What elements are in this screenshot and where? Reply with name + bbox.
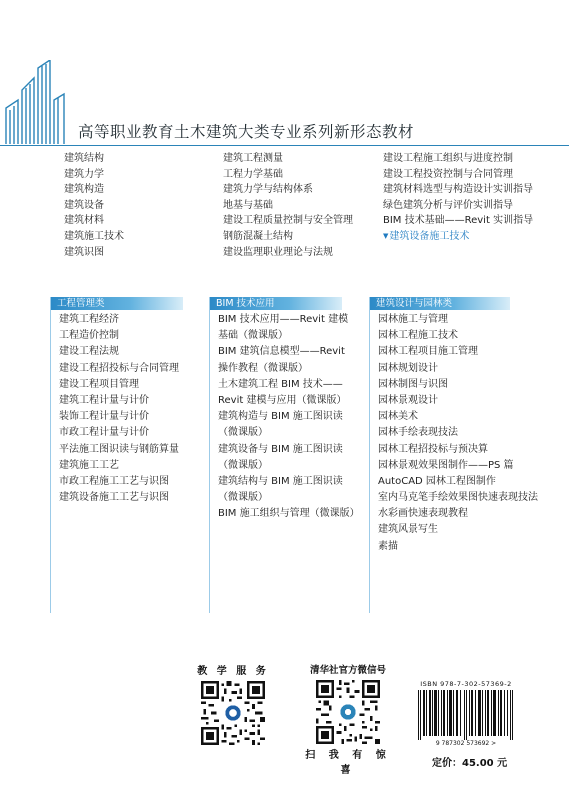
book-title: 绿色建筑分析与评价实训指导 — [383, 199, 513, 211]
book-title: 素描 — [378, 540, 398, 552]
teaching-qr-code-icon[interactable] — [201, 681, 265, 745]
book-title: 建筑材料选型与构造设计实训指导 — [383, 184, 533, 196]
book-title: 园林手绘表现技法 — [378, 427, 458, 439]
book-title: 园林景观效果图制作——PS 篇 — [378, 459, 514, 471]
book-title: 工程力学基础 — [223, 168, 283, 180]
building-logo-icon — [0, 60, 80, 150]
top-list-col3 — [383, 151, 533, 245]
book-title: 建筑力学 — [64, 168, 104, 180]
book-title: 市政工程计量与计价 — [59, 427, 149, 439]
book-title: 操作教程（微课版） — [218, 362, 308, 374]
wechat-label: 清华社官方微信号 — [309, 665, 386, 676]
teaching-service-block — [188, 662, 278, 745]
isbn-text: ISBN 978-7-302-57369-2 — [420, 680, 512, 688]
book-title: 水彩画快速表现教程 — [378, 508, 468, 520]
book-title: 室内马克笔手绘效果图快速表现技法 — [378, 492, 538, 504]
teaching-service-label: 教 学 服 务 — [197, 666, 269, 677]
book-title: 钢筋混凝土结构 — [223, 230, 293, 242]
book-title: 建筑构造 — [64, 184, 104, 196]
book-title: 建筑材料 — [64, 215, 104, 227]
book-title: 建筑施工技术 — [64, 230, 124, 242]
current-book-title — [383, 229, 533, 245]
book-title: 市政工程施工工艺与识图 — [59, 475, 169, 487]
book-title: （微课版） — [218, 492, 268, 504]
book-title: 土木建筑工程 BIM 技术—— — [218, 378, 343, 390]
book-title: AutoCAD 园林工程图制作 — [378, 475, 496, 487]
book-title: 建筑风景写生 — [378, 524, 438, 536]
book-title: 园林景观设计 — [378, 394, 438, 406]
book-title: 装饰工程计量与计价 — [59, 411, 149, 423]
book-title: （微课版） — [218, 459, 268, 471]
book-title: 建设工程项目管理 — [59, 378, 139, 390]
book-title: Revit 建模与应用（微课版） — [218, 394, 347, 406]
top-list-col2 — [223, 151, 353, 260]
book-title: 基础（微课版） — [218, 330, 288, 342]
book-title: BIM 技术应用——Revit 建模 — [218, 314, 349, 325]
category-header: BIM 技术应用 — [210, 297, 342, 310]
book-title: 建筑设备施工工艺与识图 — [59, 492, 169, 504]
book-title: 建设工程法规 — [59, 346, 119, 358]
scan-prompt: 扫 我 有 惊 喜 — [305, 750, 391, 776]
book-title: 建筑工程经济 — [59, 314, 119, 325]
triangle-marker-icon: ▼ — [383, 231, 389, 240]
book-title: BIM 技术基础——Revit 实训指导 — [383, 215, 534, 227]
book-title: 建筑结构 — [64, 153, 104, 164]
book-title: 工程造价控制 — [59, 330, 119, 342]
book-title: 园林规划设计 — [378, 362, 438, 374]
book-title: 建设工程投资控制与合同管理 — [383, 168, 513, 180]
book-title: 建设工程施工组织与进度控制 — [383, 153, 513, 164]
book-title: BIM 施工组织与管理（微课版） — [218, 508, 360, 520]
book-title: 建筑工程计量与计价 — [59, 394, 149, 406]
price-label: 定价：45.00 元 — [432, 758, 508, 769]
book-title: 园林工程招投标与预决算 — [378, 443, 488, 455]
series-title: 高等职业教育土木建筑大类专业系列新形态教材 — [78, 123, 415, 141]
category-bim-technology — [209, 297, 360, 613]
category-architecture-landscape — [369, 297, 538, 613]
book-title: BIM 建筑信息模型——Revit — [218, 346, 345, 358]
book-title: 园林工程项目施工管理 — [378, 346, 478, 358]
book-title: 建设工程招投标与合同管理 — [59, 362, 179, 374]
book-title: 建筑力学与结构体系 — [223, 184, 313, 196]
category-header: 建筑设计与园林类 — [370, 297, 510, 310]
book-title: 园林美术 — [378, 411, 418, 423]
category-header: 工程管理类 — [51, 297, 183, 310]
book-title: 地基与基础 — [223, 199, 273, 211]
barcode-icon — [416, 690, 516, 740]
wechat-qr-code-icon[interactable] — [316, 680, 380, 744]
book-title: 建筑识图 — [64, 246, 104, 258]
barcode-number: 9 787302 573692 > — [435, 740, 497, 747]
title-divider — [0, 145, 569, 146]
book-title: 园林施工与管理 — [378, 314, 448, 325]
book-title: 建筑施工工艺 — [59, 459, 119, 471]
book-title: 园林制图与识图 — [378, 378, 448, 390]
category-engineering-management — [50, 297, 183, 613]
book-title: 建设监理职业理论与法规 — [223, 246, 333, 258]
book-title: 园林工程施工技术 — [378, 330, 458, 342]
book-title: 建筑设备与 BIM 施工图识读 — [218, 443, 343, 455]
book-title: 建筑构造与 BIM 施工图识读 — [218, 411, 343, 423]
isbn-block — [410, 680, 522, 747]
book-title: 建筑结构与 BIM 施工图识读 — [218, 475, 343, 487]
book-title: 建筑设备 — [64, 199, 104, 211]
top-list-col1 — [64, 151, 124, 260]
current-book-label: 建筑设备施工技术 — [389, 230, 470, 242]
book-title: 平法施工图识读与钢筋算量 — [59, 443, 179, 455]
wechat-block — [303, 662, 393, 776]
book-title: （微课版） — [218, 427, 268, 439]
book-title: 建筑工程测量 — [223, 153, 283, 164]
book-title: 建设工程质量控制与安全管理 — [223, 215, 353, 227]
